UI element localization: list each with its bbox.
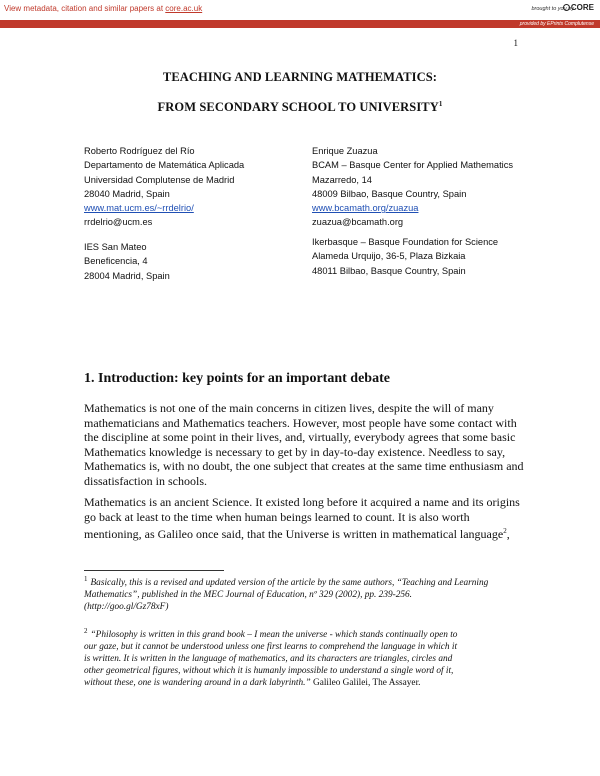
author-left-block	[84, 144, 244, 230]
paragraph-2	[84, 495, 532, 542]
author-email: zuazua@bcamath.org	[312, 217, 404, 228]
author-street: Mazarredo, 14	[312, 174, 372, 185]
author-center: BCAM – Basque Center for Applied Mathematics	[312, 160, 514, 171]
author-dept: Departamento de Matemática Aplicada	[84, 160, 245, 171]
footnote-line: other geometrical figures, without which it is humanly impossible to understand a single word of it,	[84, 666, 454, 677]
paragraph-line: Mathematics knowledge is necessary to get by in day-to-day existence. Needless to say,	[84, 444, 506, 459]
core-logo-icon	[563, 4, 570, 11]
paragraph-line: Mathematics is, with no doubt, the one subject that creates at the same time enthusiasm and	[84, 459, 524, 473]
org-street: Alameda Urquijo, 36-5, Plaza Bizkaia	[312, 251, 466, 262]
footnote-line: (http://goo.gl/Gz78xF)	[84, 602, 169, 613]
school-name: IES San Mateo	[84, 242, 147, 252]
author-right-block	[312, 144, 513, 230]
provider-bar	[0, 20, 600, 28]
author-right-org-block	[312, 235, 498, 278]
author-url-link[interactable]: www.mat.ucm.es/~rrdelrio/	[84, 203, 194, 214]
provided-by-text: provided by EPrints Complutense	[519, 21, 594, 27]
org-city: 48011 Bilbao, Basque Country, Spain	[312, 265, 466, 276]
author-univ: Universidad Complutense de Madrid	[84, 174, 235, 185]
footnote-line: without these, one is wandering around in a dark labyrinth.”	[84, 678, 311, 689]
paragraph-line: Mathematics is an ancient Science. It existed long before it acquired a name and its origins	[84, 495, 520, 509]
author-email: rrdelrio@ucm.es	[84, 217, 153, 228]
footnote-line: our gaze, but it cannot be understood unless one first learns to comprehend the language in which it	[84, 642, 458, 653]
title-footnote-mark: 1	[438, 100, 443, 108]
author-name: Roberto Rodríguez del Río	[84, 146, 195, 156]
org-name: Ikerbasque – Basque Foundation for Science	[312, 237, 499, 247]
author-city: 28040 Madrid, Spain	[84, 188, 170, 199]
paragraph-line: the discipline at some point in their lives, and, virtually, everybody agrees that some basic	[84, 430, 516, 444]
author-url-link[interactable]: www.bcamath.org/zuazua	[312, 203, 419, 214]
paragraph-line: Mathematics is not one of the main concerns in citizen lives, despite the will of many	[84, 401, 494, 415]
core-url-link[interactable]: core.ac.uk	[165, 4, 203, 13]
author-name: Enrique Zuazua	[312, 146, 378, 156]
author-left-school-block	[84, 240, 170, 283]
author-city: 48009 Bilbao, Basque Country, Spain	[312, 188, 467, 199]
title-line-2: FROM SECONDARY SCHOOL TO UNIVERSITY$^1$	[157, 100, 443, 115]
paragraph-line: go back at least to the time when human beings learned to count. It is also worth	[84, 509, 470, 524]
footnote-line: Mathematics”, published in the MEC Journal of Education, nº 329 (2002), pp. 239-256.	[84, 590, 412, 601]
brought-by-text: brought to you by	[531, 6, 574, 12]
title-line-1: TEACHING AND LEARNING MATHEMATICS:	[162, 70, 438, 84]
core-metadata-link[interactable]: View metadata, citation and similar papers at core.ac.uk	[4, 4, 203, 13]
footnote-attribution: Galileo Galilei, The Assayer.	[310, 678, 421, 689]
school-city: 28004 Madrid, Spain	[84, 270, 170, 281]
footnote-divider	[84, 570, 224, 571]
footnote-2-mark: 2	[84, 627, 88, 635]
section-heading: 1. Introduction: key points for an important debate	[84, 371, 390, 386]
page-number: 1	[513, 38, 518, 48]
core-logo[interactable]: CORE	[563, 3, 594, 12]
paragraph-line: dissatisfaction in schools.	[84, 473, 207, 488]
paragraph-line: mathematicians and Mathematics teachers. However, most people have some contact with	[84, 415, 517, 430]
paragraph-1	[84, 401, 532, 488]
footnote-1-mark: 1	[84, 575, 88, 583]
footnote-mark-2: 2	[503, 527, 507, 535]
footnote-line: is written. It is written in the language of mathematics, and its characters are triangles, circles and	[84, 654, 453, 665]
school-street: Beneficencia, 4	[84, 256, 148, 267]
footnote-1: $^1$ Basically, this is a revised and updated version of the article by the same authors, “Teaching and Learning Mathematics”, published in the MEC Journal of Education, nº 329 (2002), pp. 239-256. (http://goo.gl/Gz78xF)	[84, 573, 534, 613]
paragraph-line: mentioning, as Galileo once said, that the Universe is written in mathematical language$^2$,	[84, 527, 510, 541]
footnote-2: $^2$ “Philosophy is written in this grand book – I mean the universe - which stands continually open to our gaze, but it cannot be understood unless one first learns to comprehend the language in which it is written. It is written in the language of mathematics, and its characters are triangles, circles and other geometrical figures, without which it is humanly impossible to understand a single word of it, without these, one is wandering around in a dark labyrinth.” Galileo Galilei, The Assayer.	[84, 625, 534, 689]
